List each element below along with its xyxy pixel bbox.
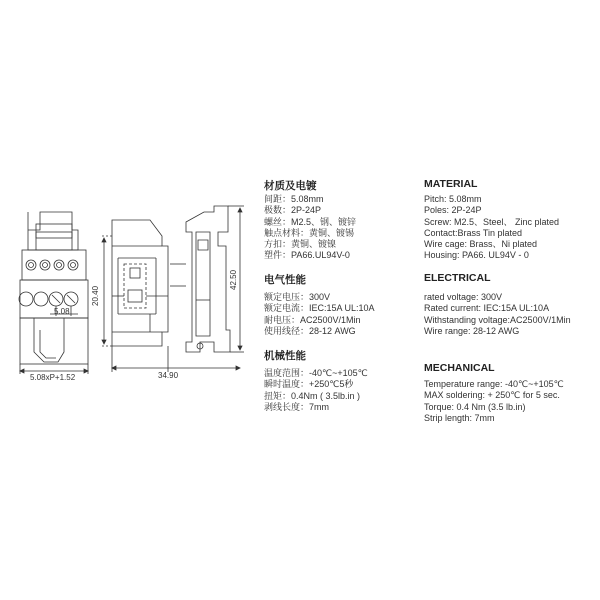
dim-width-formula: 5.08xP+1.52	[30, 373, 76, 382]
en-mechanical-item: MAX soldering: + 250℃ for 5 sec.	[424, 390, 560, 401]
en-material-item: Housing: PA66. UL94V - 0	[424, 250, 529, 261]
en-material-item: Wire cage: Brass、Ni plated	[424, 239, 538, 250]
cn-mechanical-item: 瞬时温度：+250℃5秒	[264, 379, 354, 390]
en-electrical-item: Rated current: IEC:15A UL:10A	[424, 303, 550, 314]
en-electrical-item: Wire range: 28-12 AWG	[424, 325, 520, 336]
dim-depth: 34.90	[158, 371, 179, 380]
cn-mechanical-title: 机械性能	[264, 350, 306, 362]
en-material-list	[424, 194, 559, 262]
dim-pitch: 5.08	[54, 307, 70, 316]
cn-material-item: 极数：2P-24P	[264, 205, 322, 216]
front-view	[19, 212, 88, 364]
en-mechanical-item: Temperature range: -40℃~+105℃	[424, 379, 564, 389]
en-material-item: Pitch: 5.08mm	[424, 194, 482, 204]
en-mechanical-item: Strip length: 7mm	[424, 412, 495, 423]
cn-material-item: 塑件：PA66.UL94V-0	[264, 250, 350, 261]
en-mechanical-item: Torque: 0.4 Nm (3.5 lb.in)	[424, 401, 526, 412]
dim-height-right: 42.50	[229, 269, 238, 290]
en-mechanical-list	[424, 379, 564, 424]
cn-mechanical-item: 温度范围：-40℃~+105℃	[264, 368, 368, 378]
cn-electrical-title: 电气性能	[264, 274, 306, 286]
cn-material-item: 螺丝：M2.5、钢、镀锌	[264, 216, 357, 227]
technical-drawing	[0, 0, 260, 600]
en-electrical-item: rated voltage: 300V	[424, 292, 503, 302]
cn-material-title: 材质及电镀	[264, 180, 317, 192]
cn-mechanical-item: 剥线长度：7mm	[264, 401, 329, 412]
en-mechanical-title: MECHANICAL	[424, 362, 495, 374]
cn-material-item: 方扣：黄铜、镀镍	[264, 239, 337, 250]
cn-material-item: 间距：5.08mm	[264, 194, 324, 204]
en-material-item: Contact:Brass Tin plated	[424, 227, 523, 238]
cn-material-list	[264, 194, 356, 262]
en-material-title: MATERIAL	[424, 178, 478, 190]
cn-electrical-list	[264, 292, 375, 337]
watermark-stamp	[262, 404, 346, 440]
en-material-item: Poles: 2P-24P	[424, 205, 482, 216]
en-electrical-list	[424, 292, 571, 337]
dim-height-left: 20.40	[91, 285, 100, 306]
en-material-item: Screw: M2.5、Steel、 Zinc plated	[424, 216, 560, 227]
cn-mechanical-item: 扭矩：0.4Nm ( 3.5lb.in )	[264, 390, 361, 401]
cn-electrical-item: 使用线径：28-12 AWG	[264, 325, 356, 336]
cn-electrical-item: 额定电流：IEC:15A UL:10A	[264, 303, 375, 314]
cn-electrical-item: 耐电压：AC2500V/1Min	[264, 314, 361, 325]
side-view	[100, 220, 240, 372]
en-electrical-item: Withstanding voltage:AC2500V/1Min	[424, 314, 571, 325]
cn-material-item: 触点材料：黄铜、镀锡	[264, 227, 355, 238]
cn-electrical-item: 额定电压：300V	[264, 292, 331, 302]
en-electrical-title: ELECTRICAL	[424, 272, 491, 284]
